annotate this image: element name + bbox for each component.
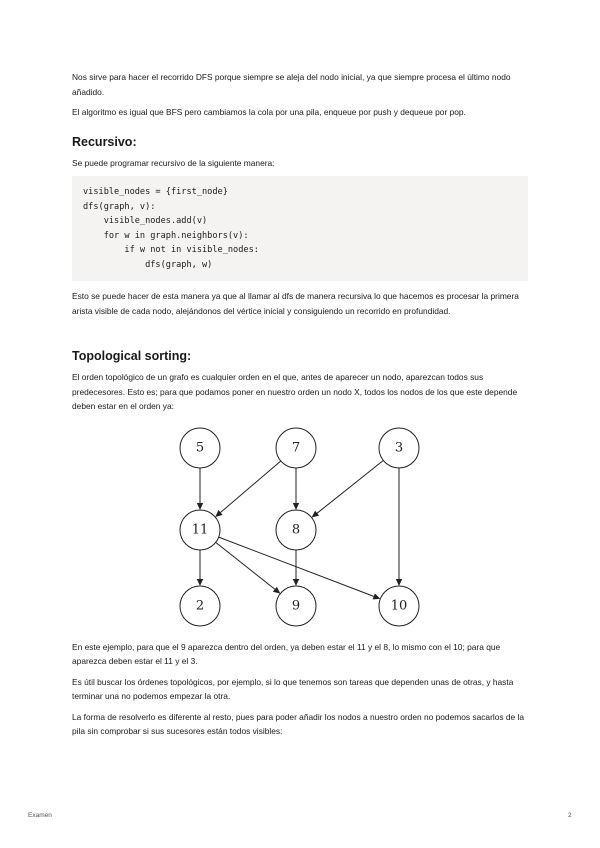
arrowhead xyxy=(197,503,203,510)
code-line: dfs(graph, w) xyxy=(83,259,213,270)
arrowhead xyxy=(373,593,381,599)
arrowhead xyxy=(312,510,319,517)
node-label: 9 xyxy=(291,598,301,613)
intro-paragraph-1: Nos sirve para hacer el recorrido DFS porque siempre se aleja del nodo inicial, ya que siempre procesa el último nodo añadido. xyxy=(72,72,511,97)
graph-node-5 xyxy=(180,428,220,468)
graph-node-3 xyxy=(379,428,419,468)
arrowhead xyxy=(293,579,299,586)
arrowhead xyxy=(396,579,402,586)
recursive-heading: Recursivo: xyxy=(72,134,137,149)
graph-node-9 xyxy=(276,586,316,626)
topological-paragraph-3: Es útil buscar los órdenes topológicos, por ejemplo, si lo que tenemos son tareas que dependen unas de otras, y hasta terminar una no podemos empezar la otra. xyxy=(72,676,514,701)
edge-11-to-2 xyxy=(197,550,203,586)
edge-5-to-11 xyxy=(197,468,203,510)
code-line: visible_nodes.add(v) xyxy=(83,216,208,226)
topological-paragraph-1: El orden topológico de un grafo es cualquier orden en el que, antes de aparecer un nodo, aparezcan todos sus predecesores. Esto es; para que podamos poner en nuestro orden un nodo X, todos los nodos de los que este depende deben estar en el orden ya: xyxy=(72,372,518,411)
topological-paragraph-4: La forma de resolverlo es diferente al resto, pues para poder añadir los nodos a nuestro orden no podemos sacarlos de la pila sin comprobar si sus sucesores están todos visibles: xyxy=(72,711,525,736)
arrowhead xyxy=(293,503,299,510)
node-label: 3 xyxy=(394,440,404,455)
edge-7-to-11 xyxy=(215,460,281,516)
topological-heading: Topological sorting: xyxy=(72,349,192,363)
edge-3-to-10 xyxy=(396,468,402,586)
page-content xyxy=(72,70,528,745)
graph-node-10 xyxy=(379,586,419,626)
arrowhead xyxy=(273,586,280,593)
recursive-lead: Se puede programar recursivo de la siguiente manera: xyxy=(72,157,275,168)
code-line: dfs(graph, v): xyxy=(83,201,156,212)
node-label: 5 xyxy=(195,440,205,455)
code-line: if w not in visible_nodes: xyxy=(83,245,259,255)
arrowhead xyxy=(197,579,203,586)
edge-3-to-8 xyxy=(312,460,384,517)
node-label: 11 xyxy=(191,522,209,537)
node-label: 7 xyxy=(291,440,301,455)
node-label: 8 xyxy=(291,522,301,537)
code-line: for w in graph.neighbors(v): xyxy=(83,230,249,241)
graph-node-8 xyxy=(276,510,316,550)
intro-paragraph-2: El algoritmo es igual que BFS pero cambiamos la cola por una pila, enqueue por push y dequeue por pop. xyxy=(72,107,466,117)
code-line: visible_nodes = {first_node} xyxy=(83,187,228,197)
dependency-graph-diagram xyxy=(176,426,428,628)
topological-paragraph-2: En este ejemplo, para que el 9 aparezca dentro del orden, ya deben estar el 11 y el 8, lo mismo con el 10; para que aparezca deben estar el 11 y el 3. xyxy=(72,641,501,666)
edge-7-to-8 xyxy=(293,468,299,510)
node-label: 2 xyxy=(195,598,205,613)
node-label: 10 xyxy=(390,598,408,613)
code-block xyxy=(72,176,528,281)
page-number: 2 xyxy=(568,812,572,819)
edge-11-to-9 xyxy=(216,542,281,593)
graph-node-11 xyxy=(180,510,220,550)
recursive-explanation: Esto se puede hacer de esta manera ya que al llamar al dfs de manera recursiva lo que hacemos es procesar la primera arista visible de cada nodo, alejándonos del vértice inicial y consiguiendo un recorrido en profundidad. xyxy=(72,291,519,316)
graph-node-2 xyxy=(180,586,220,626)
footer-label: Examen xyxy=(28,812,52,819)
graph-node-7 xyxy=(276,428,316,468)
